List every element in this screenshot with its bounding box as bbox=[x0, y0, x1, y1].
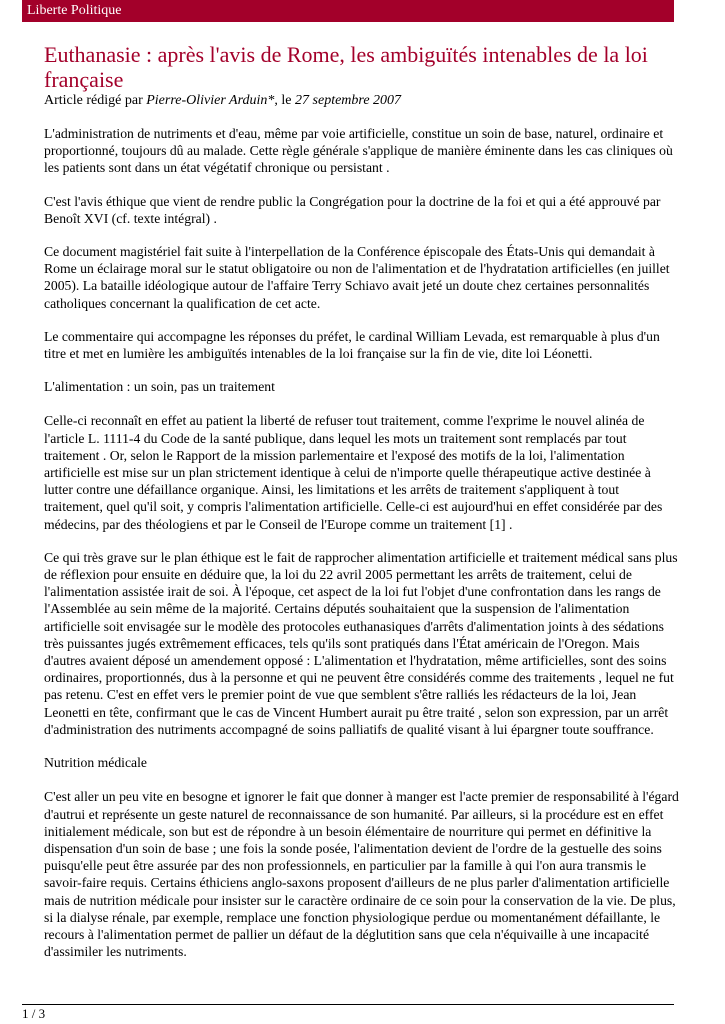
site-header-bar bbox=[22, 0, 674, 22]
section-heading: Nutrition médicale bbox=[44, 755, 148, 771]
byline-separator: , le bbox=[274, 93, 296, 108]
paragraph: Ce document magistériel fait suite à l'interpellation de la Conférence épiscopale des États-Unis qui demandait à Rome un éclairage moral sur le statut obligatoire ou non de l'alimentation et de l'hydratation artificielles (en juillet 2005). La bataille idéologique autour de l'affaire Terry Schiavo avait jeté un doute chez certaines personnalités catholiques concernant la qualification de cet acte. bbox=[44, 244, 670, 311]
site-name: Liberte Politique bbox=[27, 3, 122, 18]
author-name: Pierre-Olivier Arduin* bbox=[146, 93, 275, 108]
paragraph: Celle-ci reconnaît en effet au patient la liberté de refuser tout traitement, comme l'exprime le nouvel alinéa de l'article L. 1111-4 du Code de la santé publique, dans lequel les mots un traitement sont remplacés par tout traitement . Or, selon le Rapport de la mission parlementaire et l'exposé des motifs de la loi, l'alimentation artificielle est mise sur un plan strictement identique à celui de n'importe quelle thérapeutique active destinée à lutter contre une défaillance organique. Ainsi, les limitations et les arrêts de traitement s'appliquent à tout traitement, quel qu'il soit, y compris l'alimentation artificielle. Celle-ci est aujourd'hui en effet considérée par des médecins, par des théologiens et par le Conseil de l'Europe comme un traitement [1] . bbox=[44, 413, 663, 532]
article-byline bbox=[44, 92, 401, 110]
section-heading: L'alimentation : un soin, pas un traitement bbox=[44, 379, 275, 395]
paragraph: C'est aller un peu vite en besogne et ignorer le fait que donner à manger est l'acte premier de responsabilité à l'égard d'autrui et représente un geste naturel de reconnaissance de son humanité. Par ailleurs, si la procédure est en effet initialement médicale, son but est de répondre à un besoin élémentaire de nourriture qui permet en définitive la dispensation d'un soin de base ; une fois la sonde posée, l'alimentation devient de l'ordre de la gestuelle des soins puisqu'elle peut être assurée par des non professionnels, en particulier par la famille à qui l'on aura transmis le savoir-faire requis. Certains éthiciens anglo-saxons proposent d'ailleurs de ne plus parler d'alimentation artificielle mais de nutrition médicale pour insister sur le caractère ordinaire de ce soin pour la conservation de la vie. De plus, si la dialyse rénale, par exemple, remplace une fonction physiologique perdue ou momentanément défaillante, le recours à l'alimentation permet de pallier un défaut de la déglutition sans que cela n'équivaille à une incapacité d'assimiler les nutriments. bbox=[44, 789, 679, 960]
byline-prefix: Article rédigé par bbox=[44, 93, 147, 108]
paragraph: Ce qui très grave sur le plan éthique est le fait de rapprocher alimentation artificielle et traitement médical sans plus de réflexion pour ensuite en déduire que, la loi du 22 avril 2005 permettant les arrêts de traitement, celui de l'alimentation assistée irait de soi. À l'époque, cet aspect de la loi fut l'objet d'une confrontation dans les rangs de l'Assemblée au sein même de la majorité. Certains députés souhaitaient que la suspension de l'alimentation artificielle soit envisagée sur le modèle des protocoles euthanasiques d'arrêts d'alimentation joints à des sédations très puissantes jugés extrêmement efficaces, tels qu'ils sont pratiqués dans l'État américain de l'Oregon. Mais d'autres avaient déposé un amendement opposé : L'alimentation et l'hydratation, même artificielles, sont des soins ordinaires, proportionnés, dus à la personne et qui ne peuvent être considérés comme des traitements , lequel ne fut pas retenu. C'est en effet vers le premier point de vue que semblent s'être ralliés les rédacteurs de la loi, Jean Leonetti en tête, confirmant que le cas de Vincent Humbert aurait pu être traité , selon son expression, par un arrêt d'administration des nutriments accompagné de soins palliatifs de qualité visant à lui épargner toute souffrance. bbox=[44, 549, 678, 737]
article-title: Euthanasie : après l'avis de Rome, les ambiguïtés intenables de la loi française bbox=[44, 42, 648, 92]
article-body bbox=[44, 125, 680, 976]
paragraph: Le commentaire qui accompagne les réponses du préfet, le cardinal William Levada, est remarquable à plus d'un titre et met en lumière les ambiguïtés intenables de la loi française sur la fin de vie, dite loi Léonetti. bbox=[44, 328, 660, 362]
paragraph: C'est l'avis éthique que vient de rendre public la Congrégation pour la doctrine de la foi et qui a été approuvé par Benoît XVI (cf. texte intégral) . bbox=[44, 193, 661, 226]
paragraph: L'administration de nutriments et d'eau, même par voie artificielle, constitue un soin de base, naturel, ordinaire et proportionné, toujours dû au malade. Cette règle générale s'applique de manière éminente dans les cas cliniques où les patients sont dans un état végétatif chronique ou persistant . bbox=[44, 126, 673, 176]
page-number: 1 / 3 bbox=[22, 1006, 46, 1021]
footer-divider bbox=[22, 1004, 674, 1005]
article-date: 27 septembre 2007 bbox=[295, 93, 402, 108]
